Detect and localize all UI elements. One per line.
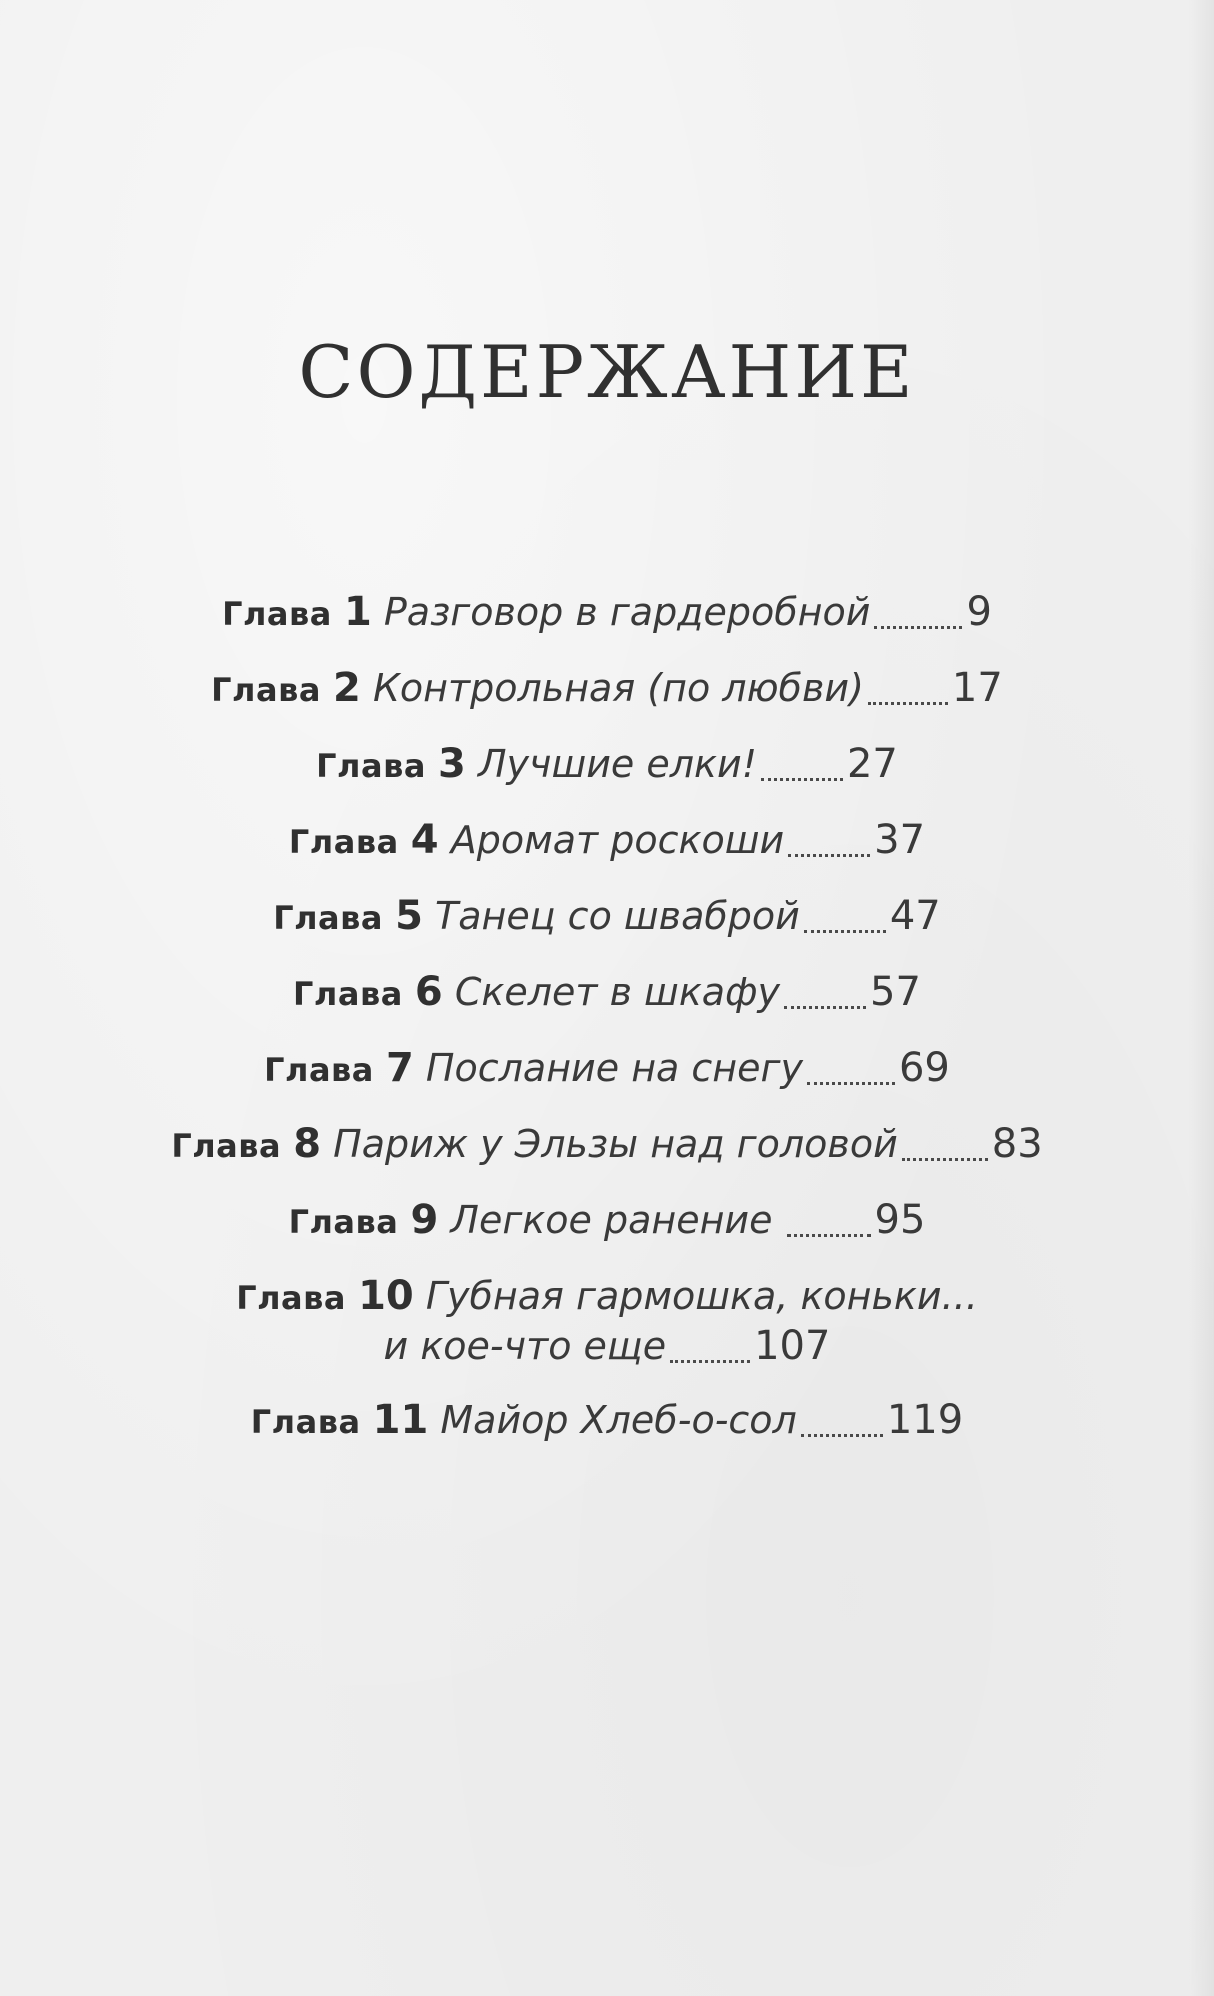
chapter-title: Танец со шваброй xyxy=(435,894,800,938)
chapter-number: 5 xyxy=(395,893,423,939)
chapter-number: 6 xyxy=(414,969,443,1015)
toc-entry-1[interactable] xyxy=(0,575,1214,651)
page-number: 37 xyxy=(874,817,926,863)
chapter-label: Глава xyxy=(250,1403,361,1441)
chapter-number: 2 xyxy=(333,665,361,711)
chapter-title: Лучшие елки! xyxy=(477,742,757,786)
chapter-label: Глава xyxy=(293,975,403,1013)
chapter-label: Глава xyxy=(316,747,426,785)
page-number: 47 xyxy=(889,893,941,939)
toc-entry-8[interactable] xyxy=(0,1107,1214,1183)
chapter-title: Аромат роскоши xyxy=(450,818,785,862)
toc-entry-3[interactable] xyxy=(0,727,1214,803)
page-title: СОДЕРЖАНИЕ xyxy=(298,330,916,414)
chapter-number: 9 xyxy=(410,1197,439,1243)
page-number: 107 xyxy=(754,1323,831,1369)
chapter-title-continued: и кое-что еще xyxy=(383,1324,667,1368)
chapter-title: Легкое ранение xyxy=(450,1198,773,1242)
leader-dots xyxy=(801,1434,883,1437)
leader-dots xyxy=(784,1006,866,1009)
chapter-title: Послание на снегу xyxy=(425,1046,803,1090)
toc-entry-4[interactable] xyxy=(0,803,1214,879)
page-number: 9 xyxy=(966,589,992,635)
chapter-title: Париж у Эльзы над головой xyxy=(333,1122,898,1166)
chapter-number: 3 xyxy=(438,741,466,787)
page-number: 27 xyxy=(846,741,898,787)
chapter-label: Глава xyxy=(236,1279,346,1317)
table-of-contents xyxy=(0,575,1214,1459)
chapter-second-line xyxy=(0,1322,1214,1370)
toc-entry-10[interactable] xyxy=(0,1259,1214,1383)
leader-dots xyxy=(787,1234,871,1237)
leader-dots xyxy=(807,1082,895,1085)
chapter-title: Контрольная (по любви) xyxy=(372,666,864,710)
leader-dots xyxy=(804,930,886,933)
page-number: 83 xyxy=(991,1121,1043,1167)
chapter-label: Глава xyxy=(273,899,383,937)
chapter-label: Глава xyxy=(171,1127,282,1165)
chapter-number: 8 xyxy=(293,1121,322,1167)
chapter-number: 7 xyxy=(385,1045,414,1091)
toc-entry-2[interactable] xyxy=(0,651,1214,727)
chapter-number: 1 xyxy=(343,589,372,635)
leader-dots xyxy=(670,1360,750,1363)
chapter-label: Глава xyxy=(288,1203,399,1241)
toc-entry-7[interactable] xyxy=(0,1031,1214,1107)
chapter-number: 11 xyxy=(372,1397,429,1443)
toc-entry-5[interactable] xyxy=(0,879,1214,955)
leader-dots xyxy=(902,1158,988,1161)
chapter-number: 4 xyxy=(410,817,439,863)
page-number: 17 xyxy=(951,665,1003,711)
chapter-label: Глава xyxy=(222,595,332,633)
chapter-label: Глава xyxy=(288,823,399,861)
chapter-label: Глава xyxy=(211,671,321,709)
page-number: 95 xyxy=(874,1197,926,1243)
chapter-title: Майор Хлеб-о-сол xyxy=(440,1398,797,1442)
chapter-title: Губная гармошка, коньки... xyxy=(425,1274,978,1318)
toc-entry-11[interactable] xyxy=(0,1383,1214,1459)
chapter-title: Скелет в шкафу xyxy=(454,970,781,1014)
leader-dots xyxy=(761,778,843,781)
leader-dots xyxy=(788,854,870,857)
leader-dots xyxy=(874,626,962,629)
toc-entry-9[interactable] xyxy=(0,1183,1214,1259)
toc-entry-6[interactable] xyxy=(0,955,1214,1031)
chapter-number: 10 xyxy=(358,1273,414,1319)
chapter-first-line xyxy=(0,1272,1214,1322)
chapter-label: Глава xyxy=(264,1051,374,1089)
page-number: 69 xyxy=(898,1045,950,1091)
leader-dots xyxy=(868,702,948,705)
page-number: 57 xyxy=(870,969,921,1015)
page-number: 119 xyxy=(886,1397,964,1443)
chapter-title: Разговор в гардеробной xyxy=(383,590,871,634)
